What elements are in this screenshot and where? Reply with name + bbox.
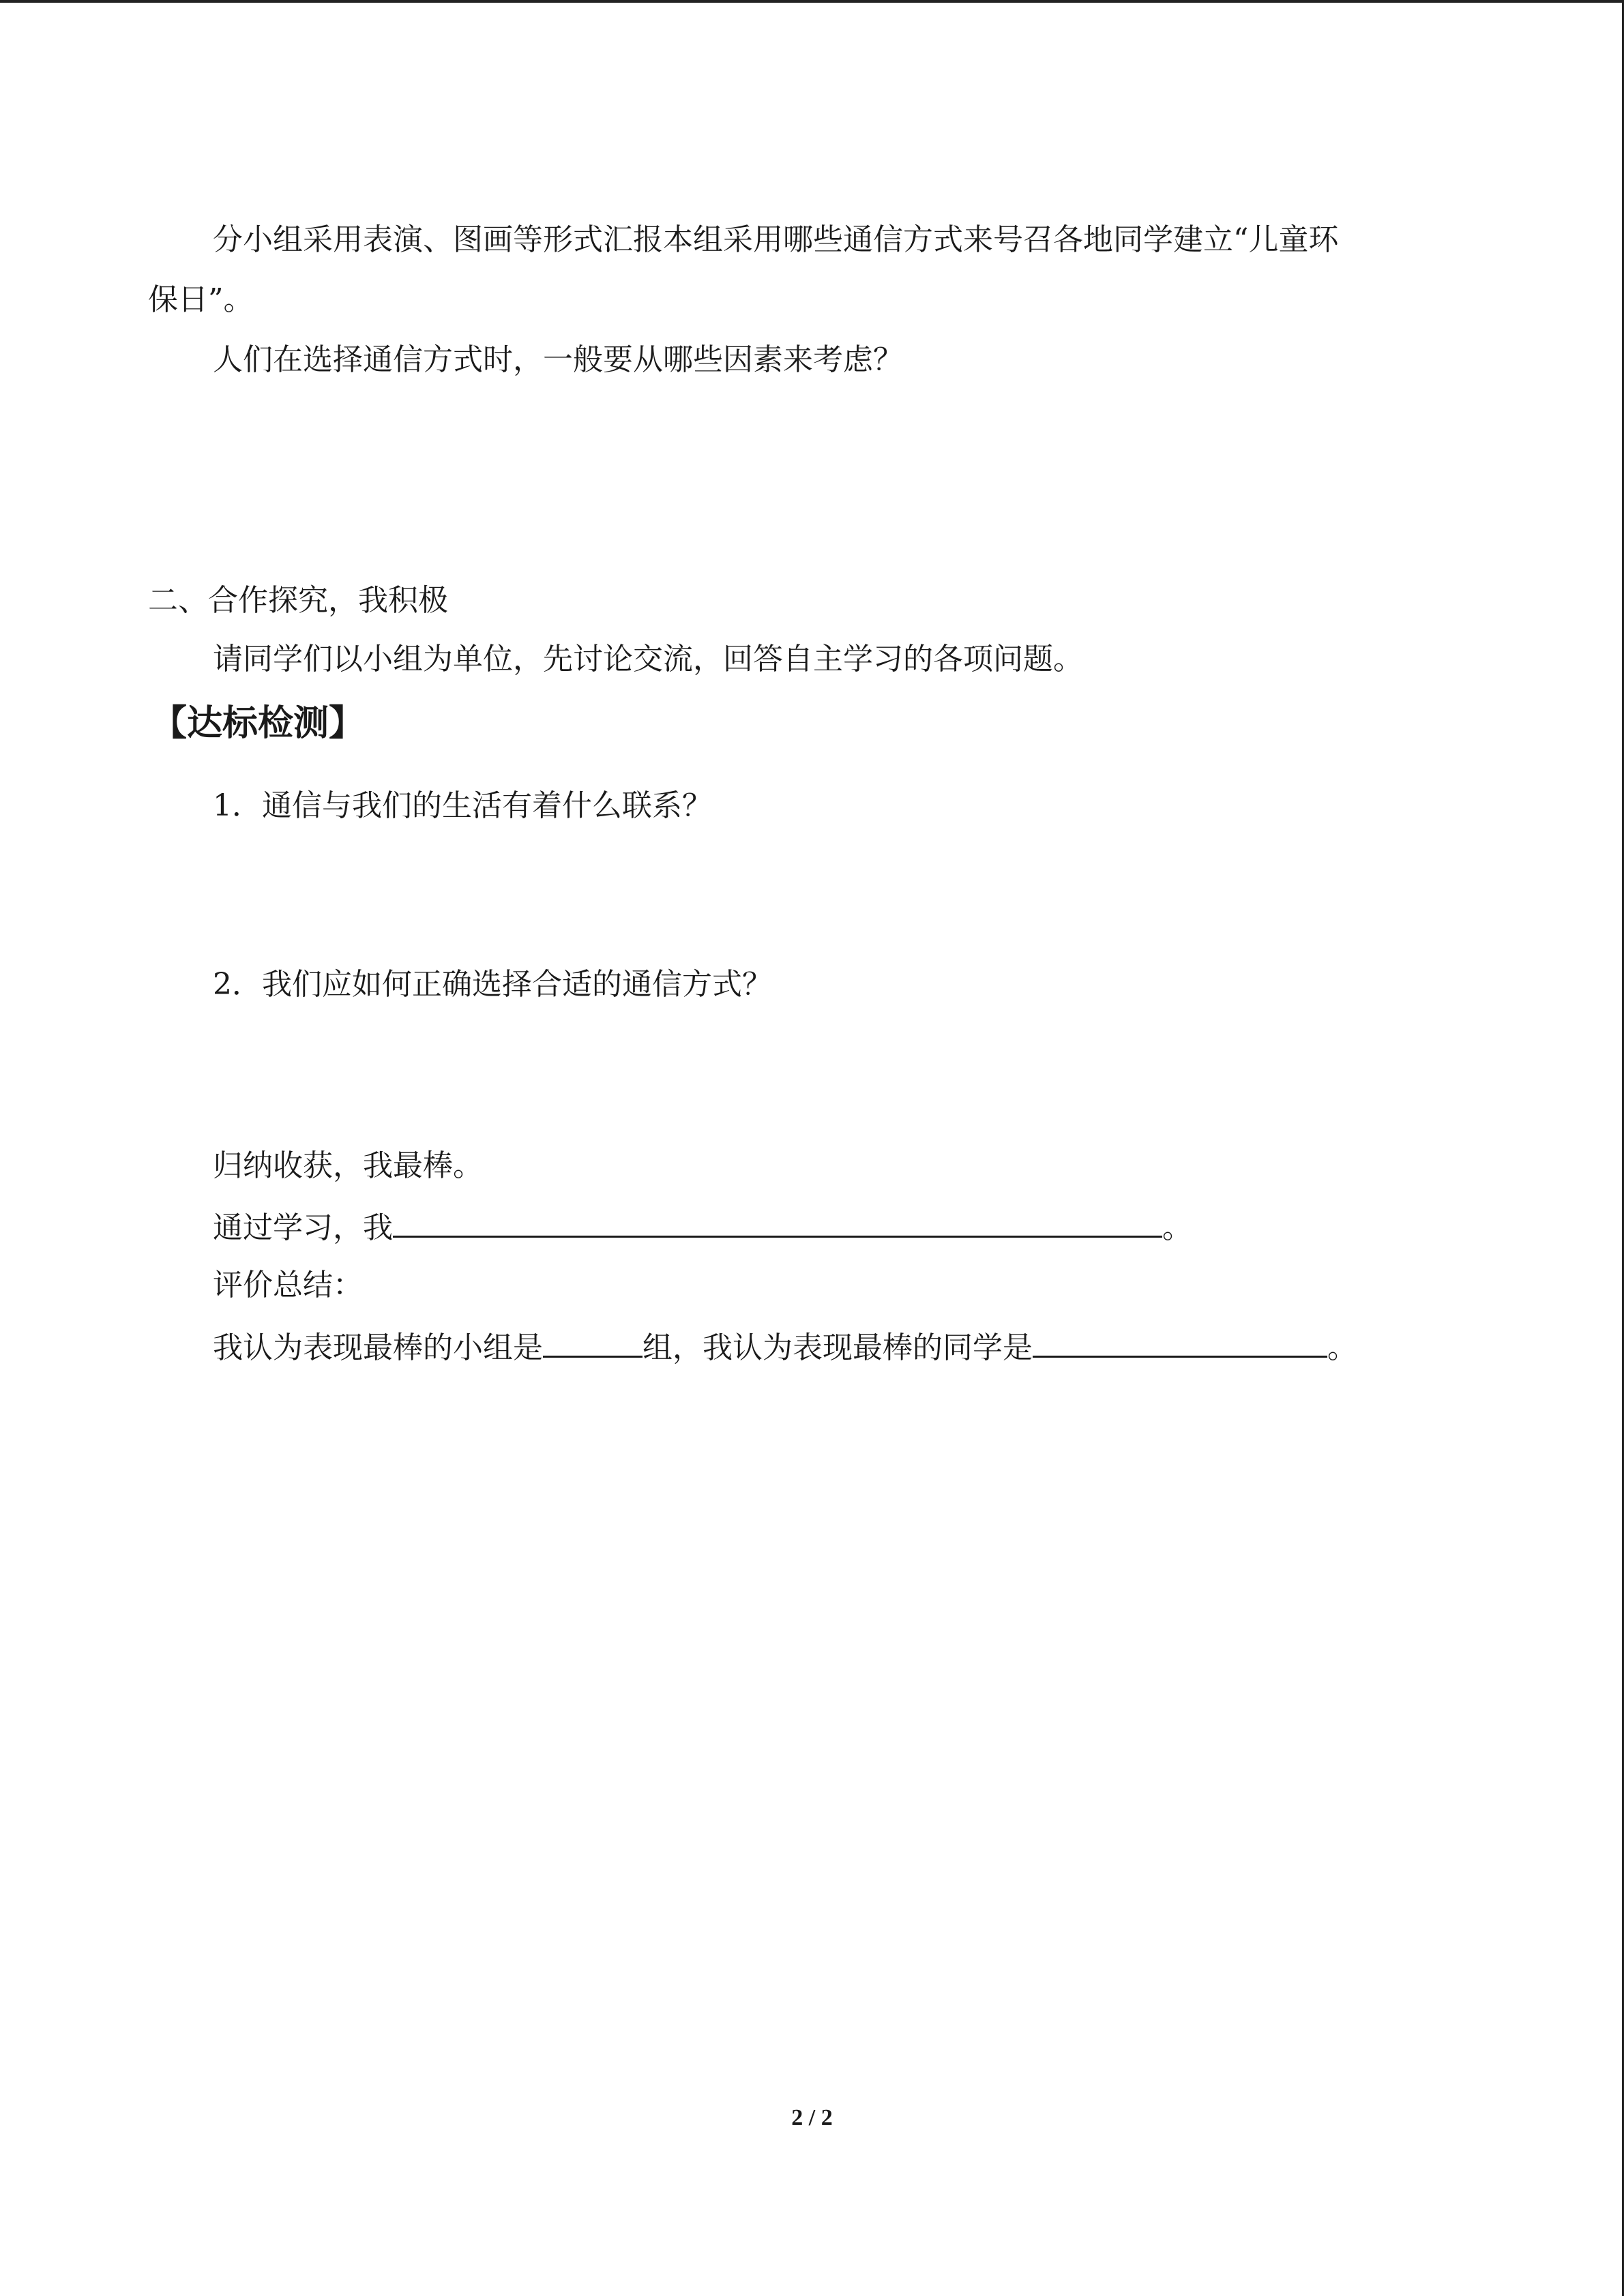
eval-part2: 组，我认为表现最棒的同学是 bbox=[643, 1330, 1033, 1365]
summary-fill-line bbox=[213, 1206, 1192, 1249]
summary-prefix: 通过学习，我 bbox=[213, 1210, 393, 1245]
question-2: 2．我们应如何正确选择合适的通信方式？ bbox=[213, 967, 772, 1002]
eval-title: 评价总结： bbox=[213, 1268, 363, 1302]
eval-end: 。 bbox=[1327, 1330, 1357, 1365]
summary-suffix: 。 bbox=[1162, 1210, 1192, 1245]
summary-blank[interactable] bbox=[393, 1206, 1162, 1238]
question-factors: 人们在选择通信方式时，一般要从哪些因素来考虑？ bbox=[213, 342, 903, 377]
section2-title: 二、合作探究，我积极 bbox=[148, 583, 448, 618]
eval-part1: 我认为表现最棒的小组是 bbox=[213, 1330, 543, 1365]
best-student-blank[interactable] bbox=[1033, 1326, 1327, 1358]
eval-fill-line bbox=[213, 1326, 1357, 1369]
best-group-blank[interactable] bbox=[543, 1326, 643, 1358]
intro-paragraph-line2: 保日”。 bbox=[148, 282, 254, 317]
summary-title: 归纳收获，我最棒。 bbox=[213, 1148, 483, 1183]
question-1: 1．通信与我们的生活有着什么联系？ bbox=[213, 788, 712, 823]
section2-text: 请同学们以小组为单位，先讨论交流，回答自主学习的各项问题。 bbox=[213, 642, 1083, 676]
assessment-heading: 【达标检测】 bbox=[151, 703, 365, 744]
intro-paragraph-line1: 分小组采用表演、图画等形式汇报本组采用哪些通信方式来号召各地同学建立“儿童环 bbox=[213, 222, 1339, 257]
page-number: 2 / 2 bbox=[791, 2105, 833, 2130]
